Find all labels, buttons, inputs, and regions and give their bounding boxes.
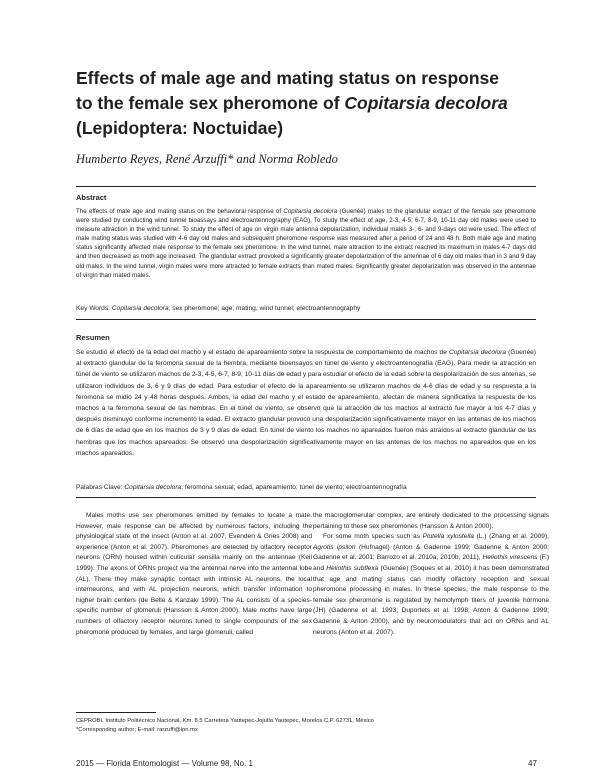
body-paragraph: For some moth species such as Plutella xylostella (L.) (Zhang et al. 2009), Agrotis ipsilon (Hufnagel) (Anton & Gadenne 1999; Gadenne & Anton 2000; Gadenne et al. 2001; Barrozo et al. 2010a, 2010b, 2011), Heliothis virescens (F.) and Heliothis subflexa (Guenée) (Soques et al. 2010) it has been demonstrated that age and mating status can modify olfactory reception and sexual pheromone processing in males. In these species, the male response to the female sex pheromone is regulated by hemolymph titers of juvenile hormone (JH) (Gadenne et al. 1993; Duportets et al. 1998; Anton & Gadenne 1999; Gadenne & Anton 2000), and by neuromodulators that act on ORNs and AL neurons (Anton et al. 2007).: [313, 533, 550, 636]
affiliation-footnote: CEPROBI, Instituto Politécnico Nacional, Km. 8.5 Carretera Yautepec-Jojutla Yautepec, Morelos C.P. 62731, México: [76, 718, 374, 724]
resumen-bottom-rule: [76, 497, 536, 498]
journal-citation: 2015 — Florida Entomologist — Volume 98, No. 1: [76, 759, 253, 768]
title-line-3: (Lepidoptera: Noctuidae): [76, 118, 284, 138]
resumen-text: Se estudió el efecto de la edad del macho y el estado de apareamiento sobre la respuesta de comportamiento de machos de Copitarsia decolora (Guenée) al extracto glandular de la feromona sexual de la hembra, mediante bioensayos en túnel de viento y electroantenografía (EAG). Para medir la atracción en túnel de viento se utilizaron machos de 2-3, 4-5, 6-7, 8-9, 10-11 días de edad y para estudiar el efecto de la edad sobre la despolarización de sus antenas, se utilizaron individuos de 3, 6 y 9 días de edad. Para estudiar el efecto de la apareamiento se utilizaron machos de 4-6 días de edad y su respuesta a la feromona se midió 24 y 48 horas después. Ambos, la edad del macho y el estado de apareamiento, afectan de manera significativa la respuesta de los machos a la feromona sexual de las hembras. En el túnel de viento, se observó que la atracción de los machos al extracto fue mayor a los 4-7 días y después disminuyó conforme incrementó la edad. El extracto glandular provocó una despolarización significativamente mayor en las antenas de los machos de 6 días de edad que en los machos de 3 y 9 días de edad. En túnel de viento los machos no apareados fueron más atraídos al extracto glandular de las hembras que los machos apareados. Se observó una despolarización significativamente mayor en las antenas de los machos no apareados que en los machos apareados.: [76, 349, 536, 457]
article-title: [76, 66, 556, 141]
body-left-column: [76, 511, 312, 638]
abstract-heading: Abstract: [76, 193, 107, 202]
corresponding-author-footnote: *Corresponding author; E-mail: rarzuffi@ipn.mx: [76, 727, 198, 733]
body-paragraph: the macroglomerular complex, are entirely dedicated to the processing signals pertaining to these sex pheromones (Hansson & Anton 2000).: [313, 512, 549, 530]
title-line-2: to the female sex pheromone of Copitarsia decolora: [76, 93, 508, 113]
title-line-1: Effects of male age and mating status on response: [76, 68, 500, 88]
title-species-name: Copitarsia decolora: [344, 93, 508, 113]
footnote-rule: [76, 712, 156, 713]
keywords-rule: [76, 319, 536, 320]
resumen-heading: Resumen: [76, 333, 110, 342]
abstract-text: The effects of male age and mating status on the behavioral response of Copitarsia decolora (Guenée) males to the glandular extract of the female sex pheromone were studied by conducting wind tunnel bioassays and electroantennography (EAG). To study the effect of age, 2-3, 4-5, 6-7, 8-9, 10-11 day old males were used to measure attraction in the wind tunnel. To study the effect of age on virgin male antenna depolarization, individual males 3-, 6- and 9-days old were used. The effect of male mating status was studied with 4-6 day old males and subsequent pheromone response was measured after a period of 24 and 48 h. Both male age and mating status significantly affected male response to the female sex pheromone. In the wind tunnel, male attraction to the extract reached its maximum in males 4-7 days old and then decreased as moth age increased. The glandular extract provoked a significantly greater depolarization of the antennae of 6 day old males than in 3 and 9 day old males. In the wind tunnel, virgin males were more attracted to female extracts than mated males. Significantly greater depolarization was observed in the antennae of virgin than mated males.: [76, 208, 537, 279]
abstract-top-rule: [76, 186, 536, 187]
body-paragraph: Males moths use sex pheromones emitted by females to locate a mate. However, male response can be affected by numerous factors, including the physiological state of the insect (Anton et al. 2007; Evenden & Gries 2008) and experience (Anton et al. 2007). Pheromones are detected by olfactory receptor neurons (ORN) housed within cuticular sensilla mainly on the antennae (Keil 1999). The axons of ORNs project via the antennal nerve into the antennal lobe (AL). There they make synaptic contact with intrinsic AL neurons, the local interneurons, and with AL projection neurons, which transfer information to higher brain centers (de Belle & Kanzaki 1999). The AL consists of a species-specific number of glomeruli (Hansson & Anton 2000). Male moths have large numbers of olfactory receptor neurons tuned to single compounds of the sex pheromone produced by females, and large glomeruli, called: [76, 512, 312, 636]
page-number: 47: [528, 759, 537, 768]
palabras-clave: Palabras Clave: Copitarsia decolora; feromona sexual; edad, apareamiento; túnel de viento; electroantennografía: [76, 484, 407, 491]
author-list: Humberto Reyes, René Arzuffi* and Norma Robledo: [76, 152, 338, 166]
body-right-column: [313, 511, 549, 638]
key-words: Key Words: Copitarsia decolora; sex pheromone; age; mating, wind tunnel; electroantennography: [76, 305, 361, 312]
